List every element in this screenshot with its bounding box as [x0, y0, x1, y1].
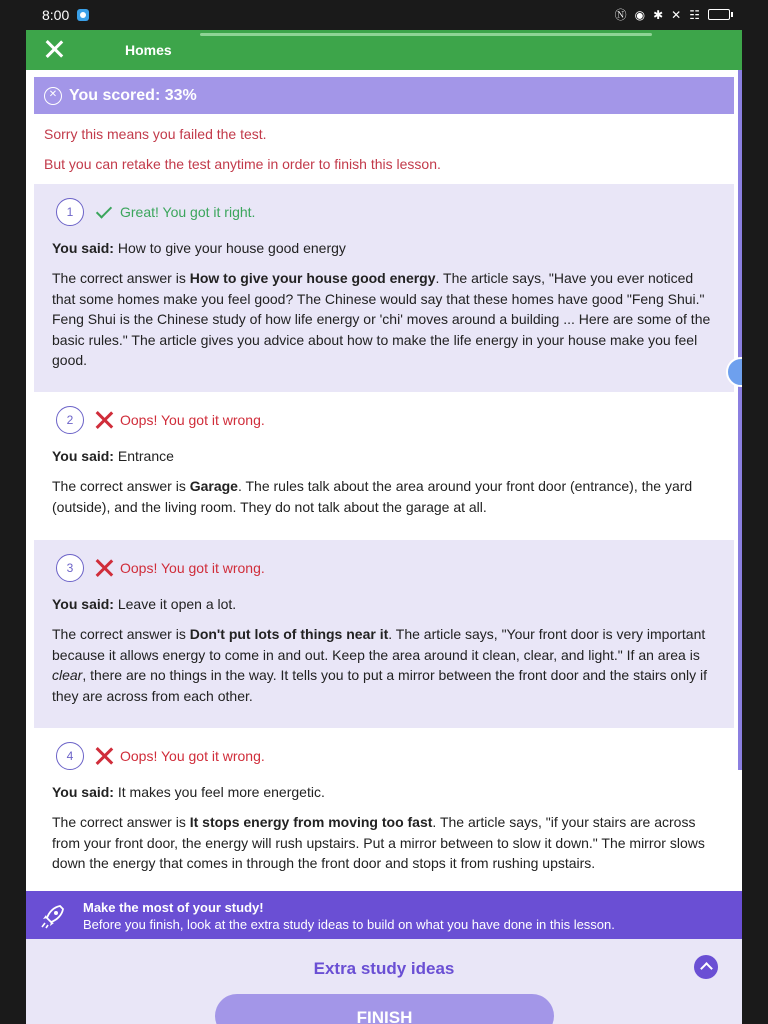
user-answer: You said: It makes you feel more energetic.	[52, 784, 325, 800]
cross-icon	[94, 746, 114, 766]
status-icons	[615, 6, 730, 23]
user-answer: You said: How to give your house good energy	[52, 240, 346, 256]
question-number: 4	[56, 742, 84, 770]
correct-answer: Don't put lots of things near it	[189, 626, 389, 642]
user-answer: You said: Leave it open a lot.	[52, 596, 237, 612]
cross-icon	[94, 410, 114, 430]
finish-button[interactable]: FINISH	[215, 994, 554, 1024]
fail-message: Sorry this means you failed the test.	[44, 126, 267, 142]
answer-explanation: The correct answer is Don't put lots of things near it. The article says, "Your front door is very important because it allows energy to come in and out. Keep the area around it clean, clear, and light." If an area is clear, there are no things in the way. It tells you to put a mirror between the front door and the stairs only if they are across from each other.	[52, 626, 707, 704]
lesson-progress-bar	[200, 33, 652, 36]
question-number: 1	[56, 198, 84, 226]
answer-explanation: The correct answer is It stops energy from moving too fast. The article says, "if your stairs are across from your front door, the energy will rush upstairs. Put a mirror between to slow it down." The mirror slows down the energy that comes in through the front door and stops it from rushing upstairs.	[52, 814, 705, 871]
question-result-4	[34, 728, 734, 891]
eye-icon: ◉	[634, 7, 648, 22]
question-number: 3	[56, 554, 84, 582]
close-icon[interactable]	[42, 37, 66, 61]
question-status: Oops! You got it wrong.	[120, 412, 265, 428]
correct-answer: Garage	[189, 478, 238, 494]
question-status: Oops! You got it wrong.	[120, 560, 265, 576]
app-window	[26, 30, 742, 1024]
question-header	[56, 554, 716, 582]
clock: 8:00	[42, 7, 70, 23]
chevron-up-icon[interactable]	[694, 955, 718, 979]
score-text: You scored: 33%	[69, 86, 197, 104]
cross-icon	[94, 558, 114, 578]
question-header	[56, 742, 716, 770]
bottom-panel	[26, 939, 742, 1024]
wifi-icon: ☷	[689, 7, 702, 22]
page-title: Homes	[125, 42, 172, 58]
answer-explanation: The correct answer is Garage. The rules talk about the area around your front door (entrance), the yard (outside), and the living room. They do not talk about the garage at all.	[52, 478, 693, 515]
checkmark-icon	[94, 202, 114, 222]
answer-explanation: The correct answer is How to give your house good energy. The article says, "Have you ever noticed that some homes make you feel good? The Chinese would say that these homes have good "Feng Shui." Feng Shui is the Chinese study of how life energy or 'chi' moves around a building ... Here are some of the basic rules." The article gives you advice about how to make the life energy in your house make you feel good.	[52, 270, 711, 368]
question-result-3	[34, 540, 734, 728]
study-tip-banner	[26, 891, 742, 939]
notification-icon	[77, 9, 89, 21]
top-bar	[26, 30, 742, 70]
bluetooth-icon: ✱	[653, 7, 666, 22]
mute-icon: ✕	[671, 7, 684, 22]
extra-study-ideas-link[interactable]: Extra study ideas	[313, 959, 455, 978]
question-number: 2	[56, 406, 84, 434]
question-result-1	[34, 184, 734, 392]
question-result-2	[34, 392, 734, 540]
retake-message: But you can retake the test anytime in order to finish this lesson.	[44, 156, 441, 172]
user-answer: You said: Entrance	[52, 448, 174, 464]
study-tip-text: Before you finish, look at the extra study ideas to build on what you have done in this lesson.	[83, 917, 615, 932]
fail-circle-icon: ✕	[44, 87, 62, 105]
rocket-icon	[40, 903, 66, 929]
correct-answer: It stops energy from moving too fast	[189, 814, 433, 830]
question-header	[56, 406, 716, 434]
nfc-icon: Ⓝ	[614, 8, 629, 22]
battery-icon	[708, 9, 730, 20]
question-status: Oops! You got it wrong.	[120, 748, 265, 764]
status-bar	[0, 0, 768, 30]
question-status: Great! You got it right.	[120, 204, 256, 220]
scrollbar[interactable]	[738, 70, 742, 770]
study-tip-title: Make the most of your study!	[83, 900, 264, 915]
question-header	[56, 198, 716, 226]
correct-answer: How to give your house good energy	[189, 270, 436, 286]
score-banner	[34, 77, 734, 114]
results-scroll-area[interactable]	[26, 70, 742, 891]
